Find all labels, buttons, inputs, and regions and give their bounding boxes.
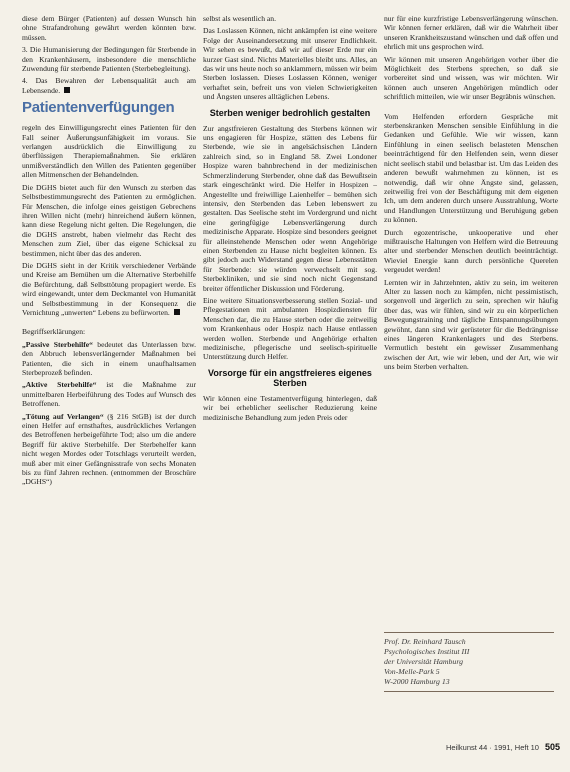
term: „Tötung auf Verlangen“ [22,411,104,421]
end-mark-icon [174,309,180,315]
page-footer [430,742,560,752]
author-address: W-2000 Hamburg 13 [384,677,450,686]
paragraph: regeln des Einwilligungsrecht eines Patienten für den Fall seiner Äußerungsunfähigkeit im voraus. Sie verlangen ausdrücklich die Einwilligung zu überflüssigen Therapiemaßnahmen. Sie erklären unmißverständlich den Willen des Patienten gegenüber allen Mitmenschen der Behandelnden. [22,123,196,180]
section-heading: Vorsorge für ein angstfreieres eigenes Sterben [208,367,372,388]
paragraph-text: 4. Das Bewahren der Lebensqualität auch am Lebensende. [22,76,196,95]
definition-text: (§ 216 StGB) ist der durch einen Helfer auf ernsthaftes, ausdrückliches Verlangen des Betroffenen herbeigeführte Tod; also um die andere Begriff für aktive Sterbehilfe. Der Sterbehelfer kann nicht wegen Mordes oder Totschlags verurteilt werden, muß aber mit einer Gefängnisstrafe von sechs Monaten bis zu fünf Jahren rechnen. (entnommen der Broschüre „DGHS“) [22,411,196,487]
column-right [384,14,558,626]
definition-text: ist die Maßnahme zur unmittelbaren Herbeiführung des Todes auf Wunsch des Betroffenen. [22,380,196,409]
author-affiliation: der Universität Hamburg [384,657,463,666]
journal-reference: Heilkunst 44 · 1991, Heft 10 [445,743,539,752]
paragraph: Vom Helfenden erfordern Gespräche mit sterbenskranken Menschen sensible Einfühlung in die Gedanken und Gefühle. Wie wir wissen, kann Einfühlung in einen seelisch belasteten Menschen beeinträchtigend für den Helfenden sein, wenn dieser nicht seelisch stabil und belastbar ist. Um das Leiden des anderen bewußt wahrnehmen zu können, ist es notwendig, daß wir ohne Ängste sind, gelassen, zeitweilig frei von der Beschäftigung mit dem eigenen Ich, um dem anderen durch unsere Ausstrahlung, Worte und Handlungen Unterstützung und Beruhigung geben zu können. [384,111,558,225]
paragraph: Durch egozentrische, unkooperative und eher mißtrauische Haltungen von Helfern wird die Betreuung alter und sterbender Menschen deutlich beeinträchtigt. Wieviel Energie kann durch persönliche Querelen vergeudet werden! [384,227,558,275]
paragraph: nur für eine kurzfristige Lebensverlängerung wünschen. Wir können ferner erklären, daß wir die Wahrheit über unseren Krankheitszustand wünschen und daß offen und ehrlich mit uns gesprochen wird. [384,14,558,52]
page-number: 505 [544,742,560,752]
paragraph: Zur angstfreieren Gestaltung des Sterbens können wir uns engagieren für Hospize, stätten des Lebens für Sterbende, wie sie in angelsächsischen Ländern zahlreich sind, so in England 58. Zwei Londoner Hospize waren bahnbrechend in der medizinischen Schmerzlinderung Sterbender, ohne daß das Bewußtsein stark eingeschränkt wird. Die Helfer in Hospizen – Angestellte und freiwillige Laienhelfer – bemühen sich intensiv, den Sterbenden das Leben lebenswert zu gestalten. Das Seelische steht im Vordergrund und nicht eine geringfügige Lebensverlängerung durch medizinische Apparate. Hospize sind besonders geeignet für alleinstehende Menschen oder wenn Angehörige einen Sterbenden zu Hause nicht begleiten können. Es gibt jedoch auch Widerstand gegen diese Lebensstätten für Sterbende: sie würden verwechselt mit sog. Sterbekliniken, und sie sind noch nicht Gegenstand breiter öffentlicher Diskussion und Förderung. [203,123,377,293]
column-left [22,14,196,736]
column-middle [203,14,377,736]
paragraph: Wir können mit unseren Angehörigen vorher über die Möglichkeit des Sterbens sprechen, so daß sie vorbereitet sind und wissen, was wir möchten. Wir können auch unseren Angehörigen mündlich oder schriftlich mitteilen, wie wir unser Begräbnis wünschen. [384,54,558,102]
paragraph: Eine weitere Situationsverbesserung stellen Sozial- und Pflegestationen mit ambulanten Hospizdiensten für Menschen dar, die zu Hause sterben oder die zeitweilig vom Krankenhaus oder Hospiz nach Hause entlassen werden wollen. Sterbende und Angehörige erhalten medizinische, pflegerische und seelisch-spirituelle Unterstützung durch Helfer. [203,295,377,362]
paragraph: Begriffserklärungen: [22,327,86,337]
author-name: Prof. Dr. Reinhard Tausch [384,637,466,646]
section-heading: Sterben weniger bedrohlich gestalten [209,107,371,118]
paragraph: Wir können eine Testamentverfügung hinterlegen, daß wir bei erheblicher seelischer Reduzierung keine medizinische Behandlung zum jeden Preis oder [203,393,377,422]
section-heading: Patientenverfügungen [22,99,175,117]
end-mark-icon [64,87,70,93]
paragraph: Die DGHS bietet auch für den Wunsch zu sterben das Selbstbestimmungsrecht des Patienten zu ermöglichen. Für Menschen, die infolge eines geistigen Gebrechens ihren Willen nicht (mehr) hinreichend äußern können, kann diese Regelung nicht gelten. Die Regelungen, die die DGHS anstrebt, haben vielmehr das Recht des Menschen zum Ziel, über das eigene Schicksal zu bestimmen, nicht über das des anderen. [22,182,196,258]
paragraph: Das Loslassen Können, nicht ankämpfen ist eine weitere Folge der Auseinandersetzung mit unserer Endlichkeit. Wir sehen es bewußt, daß wir auf dieser Erde nur ein kurzer Gast sind. Nichts Materielles bleibt uns. Alles, an das wir uns heute noch so anklammern, müssen wir beim Sterben loslassen. Dieses Loslassen Können, weniger verhaftet sein, befreit uns von vielen Schwierigkeiten und Ängsten unseres alltäglichen Lebens. [203,26,377,102]
paragraph: selbst als wesentlich an. [203,14,276,23]
paragraph [22,261,196,317]
paragraph: 3. Die Humanisierung der Bedingungen für Sterbende in den Krankenhäusern, insbesondere die menschliche Zuwendung für sterbende Patienten (Sterbebegleitung). [22,45,196,74]
author-box [384,632,554,692]
definition-text: bedeutet das Unterlassen bzw. den Abbruch lebensverlängernder Maßnahmen bei Patienten, die sich in einem unaufhaltsamen Sterbeprozeß befinden. [22,339,196,377]
paragraph: Lernten wir in Jahrzehnten, aktiv zu sein, im weiteren Alter zu lassen noch zu kämpfen, nicht pessimistisch, sorgenvoll und ärgerlich zu sein, sprechen wir häufig über das, was wir fühlen, sind wir zu ein körperlichen Bewegungstraining und tägliche Entspannungsübungen gewöhnt, dann sind wir gerüsteter für die Bedrängnisse eines längeren Krankenlagers und des Sterbens. Vermutlich besteht ein gewisser Zusammenhang zwischen der Art, wie wir leben, und der Art, wie wir uns beim Sterben verhalten. [384,277,558,372]
term: „Passive Sterbehilfe“ [22,339,93,349]
definition [22,380,196,408]
term: „Aktive Sterbehilfe“ [22,380,97,390]
paragraph: diese dem Bürger (Patienten) auf dessen Wunsch hin ohne Strafandrohung gewährt werden könnten bzw. müssen. [22,14,196,42]
paragraph [22,76,196,95]
author-affiliation: Psychologisches Institut III [384,647,470,656]
author-address: Von-Melle-Park 5 [384,667,440,676]
definition [22,340,196,378]
paragraph-text: Die DGHS sieht in der Kritik verschiedener Verbände und Kreise am Bemühen um die Alternative Sterbehilfe die Befürchtung, daß Selbsttötung propagiert werde. Es wird eingewandt, unter dem Deckmantel von Humanität und Selbstbestimmung in der Konsequenz die Vernichtung „unwerten“ Lebens zu befürworten. [22,260,196,317]
definition [22,412,196,487]
